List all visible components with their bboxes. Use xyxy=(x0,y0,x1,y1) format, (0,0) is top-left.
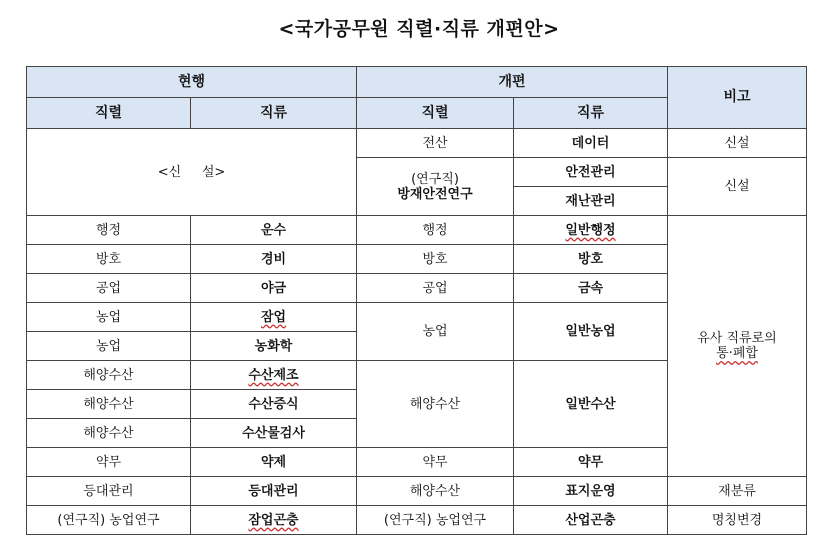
merge-note-cell xyxy=(668,216,807,477)
current-class-cell: 수산증식 xyxy=(191,390,357,419)
reform-class-cell: 재난관리 xyxy=(514,187,668,216)
current-series-cell: 해양수산 xyxy=(27,361,191,390)
header-note: 비고 xyxy=(668,67,807,129)
current-series-cell: 해양수산 xyxy=(27,419,191,448)
current-series-cell: 해양수산 xyxy=(27,390,191,419)
table-row xyxy=(27,129,807,158)
current-class-cell: 농화학 xyxy=(191,332,357,361)
header-reform: 개편 xyxy=(357,67,668,98)
table-row xyxy=(27,216,807,245)
current-series-cell: 공업 xyxy=(27,274,191,303)
reform-class-cell: 데이터 xyxy=(514,129,668,158)
reorganization-table xyxy=(26,66,807,535)
reform-class-cell: 방호 xyxy=(514,245,668,274)
note-cell: 신설 xyxy=(668,158,807,216)
current-class-cell: 운수 xyxy=(191,216,357,245)
table-row xyxy=(27,477,807,506)
merge-note-text: 통·폐합 xyxy=(716,346,758,361)
reform-series-cell: 해양수산 xyxy=(357,361,514,448)
current-series-cell: 행정 xyxy=(27,216,191,245)
new-established-cell: <신 설> xyxy=(27,129,357,216)
reform-series-cell xyxy=(357,158,514,216)
note-cell: 재분류 xyxy=(668,477,807,506)
header-current-class: 직류 xyxy=(191,98,357,129)
page-title: <국가공무원 직렬·직류 개편안> xyxy=(278,18,560,40)
merge-note-line2 xyxy=(670,346,804,361)
reform-series-cell: 농업 xyxy=(357,303,514,361)
current-class-cell xyxy=(191,361,357,390)
reform-series-line2: 방재안전연구 xyxy=(397,186,473,202)
current-series-cell: 농업 xyxy=(27,332,191,361)
reform-series-cell: 해양수산 xyxy=(357,477,514,506)
current-class-cell xyxy=(191,506,357,535)
reform-series-cell: 전산 xyxy=(357,129,514,158)
current-class-text: 수산제조 xyxy=(248,367,299,383)
reform-class-cell: 안전관리 xyxy=(514,158,668,187)
current-series-cell: 방호 xyxy=(27,245,191,274)
current-class-cell: 등대관리 xyxy=(191,477,357,506)
reform-class-cell: 일반농업 xyxy=(514,303,668,361)
reform-class-cell: 금속 xyxy=(514,274,668,303)
current-class-cell xyxy=(191,303,357,332)
header-reform-series: 직렬 xyxy=(357,98,514,129)
header-current: 현행 xyxy=(27,67,357,98)
merge-note-line1: 유사 직류로의 xyxy=(697,331,777,346)
reform-class-text: 일반행정 xyxy=(565,222,616,238)
header-row-group xyxy=(27,67,807,98)
current-class-cell: 야금 xyxy=(191,274,357,303)
reform-class-cell: 일반수산 xyxy=(514,361,668,448)
current-series-cell: 약무 xyxy=(27,448,191,477)
reform-class-cell xyxy=(514,216,668,245)
note-cell: 신설 xyxy=(668,129,807,158)
reform-class-cell: 표지운영 xyxy=(514,477,668,506)
header-current-series: 직렬 xyxy=(27,98,191,129)
current-series-cell: (연구직) 농업연구 xyxy=(27,506,191,535)
header-reform-class: 직류 xyxy=(514,98,668,129)
current-class-text: 잠업곤충 xyxy=(248,512,299,528)
current-class-text: 잠업 xyxy=(260,309,287,325)
reform-series-cell: 행정 xyxy=(357,216,514,245)
current-class-cell: 경비 xyxy=(191,245,357,274)
reform-series-line1: (연구직) xyxy=(411,171,459,187)
note-cell: 명칭변경 xyxy=(668,506,807,535)
current-class-cell: 수산물검사 xyxy=(191,419,357,448)
reform-series-cell: 방호 xyxy=(357,245,514,274)
table-row xyxy=(27,506,807,535)
current-series-cell: 농업 xyxy=(27,303,191,332)
current-class-cell: 약제 xyxy=(191,448,357,477)
reform-series-cell: 공업 xyxy=(357,274,514,303)
reform-series-cell: (연구직) 농업연구 xyxy=(357,506,514,535)
reform-series-cell: 약무 xyxy=(357,448,514,477)
current-series-cell: 등대관리 xyxy=(27,477,191,506)
reform-class-cell: 산업곤충 xyxy=(514,506,668,535)
reform-class-cell: 약무 xyxy=(514,448,668,477)
